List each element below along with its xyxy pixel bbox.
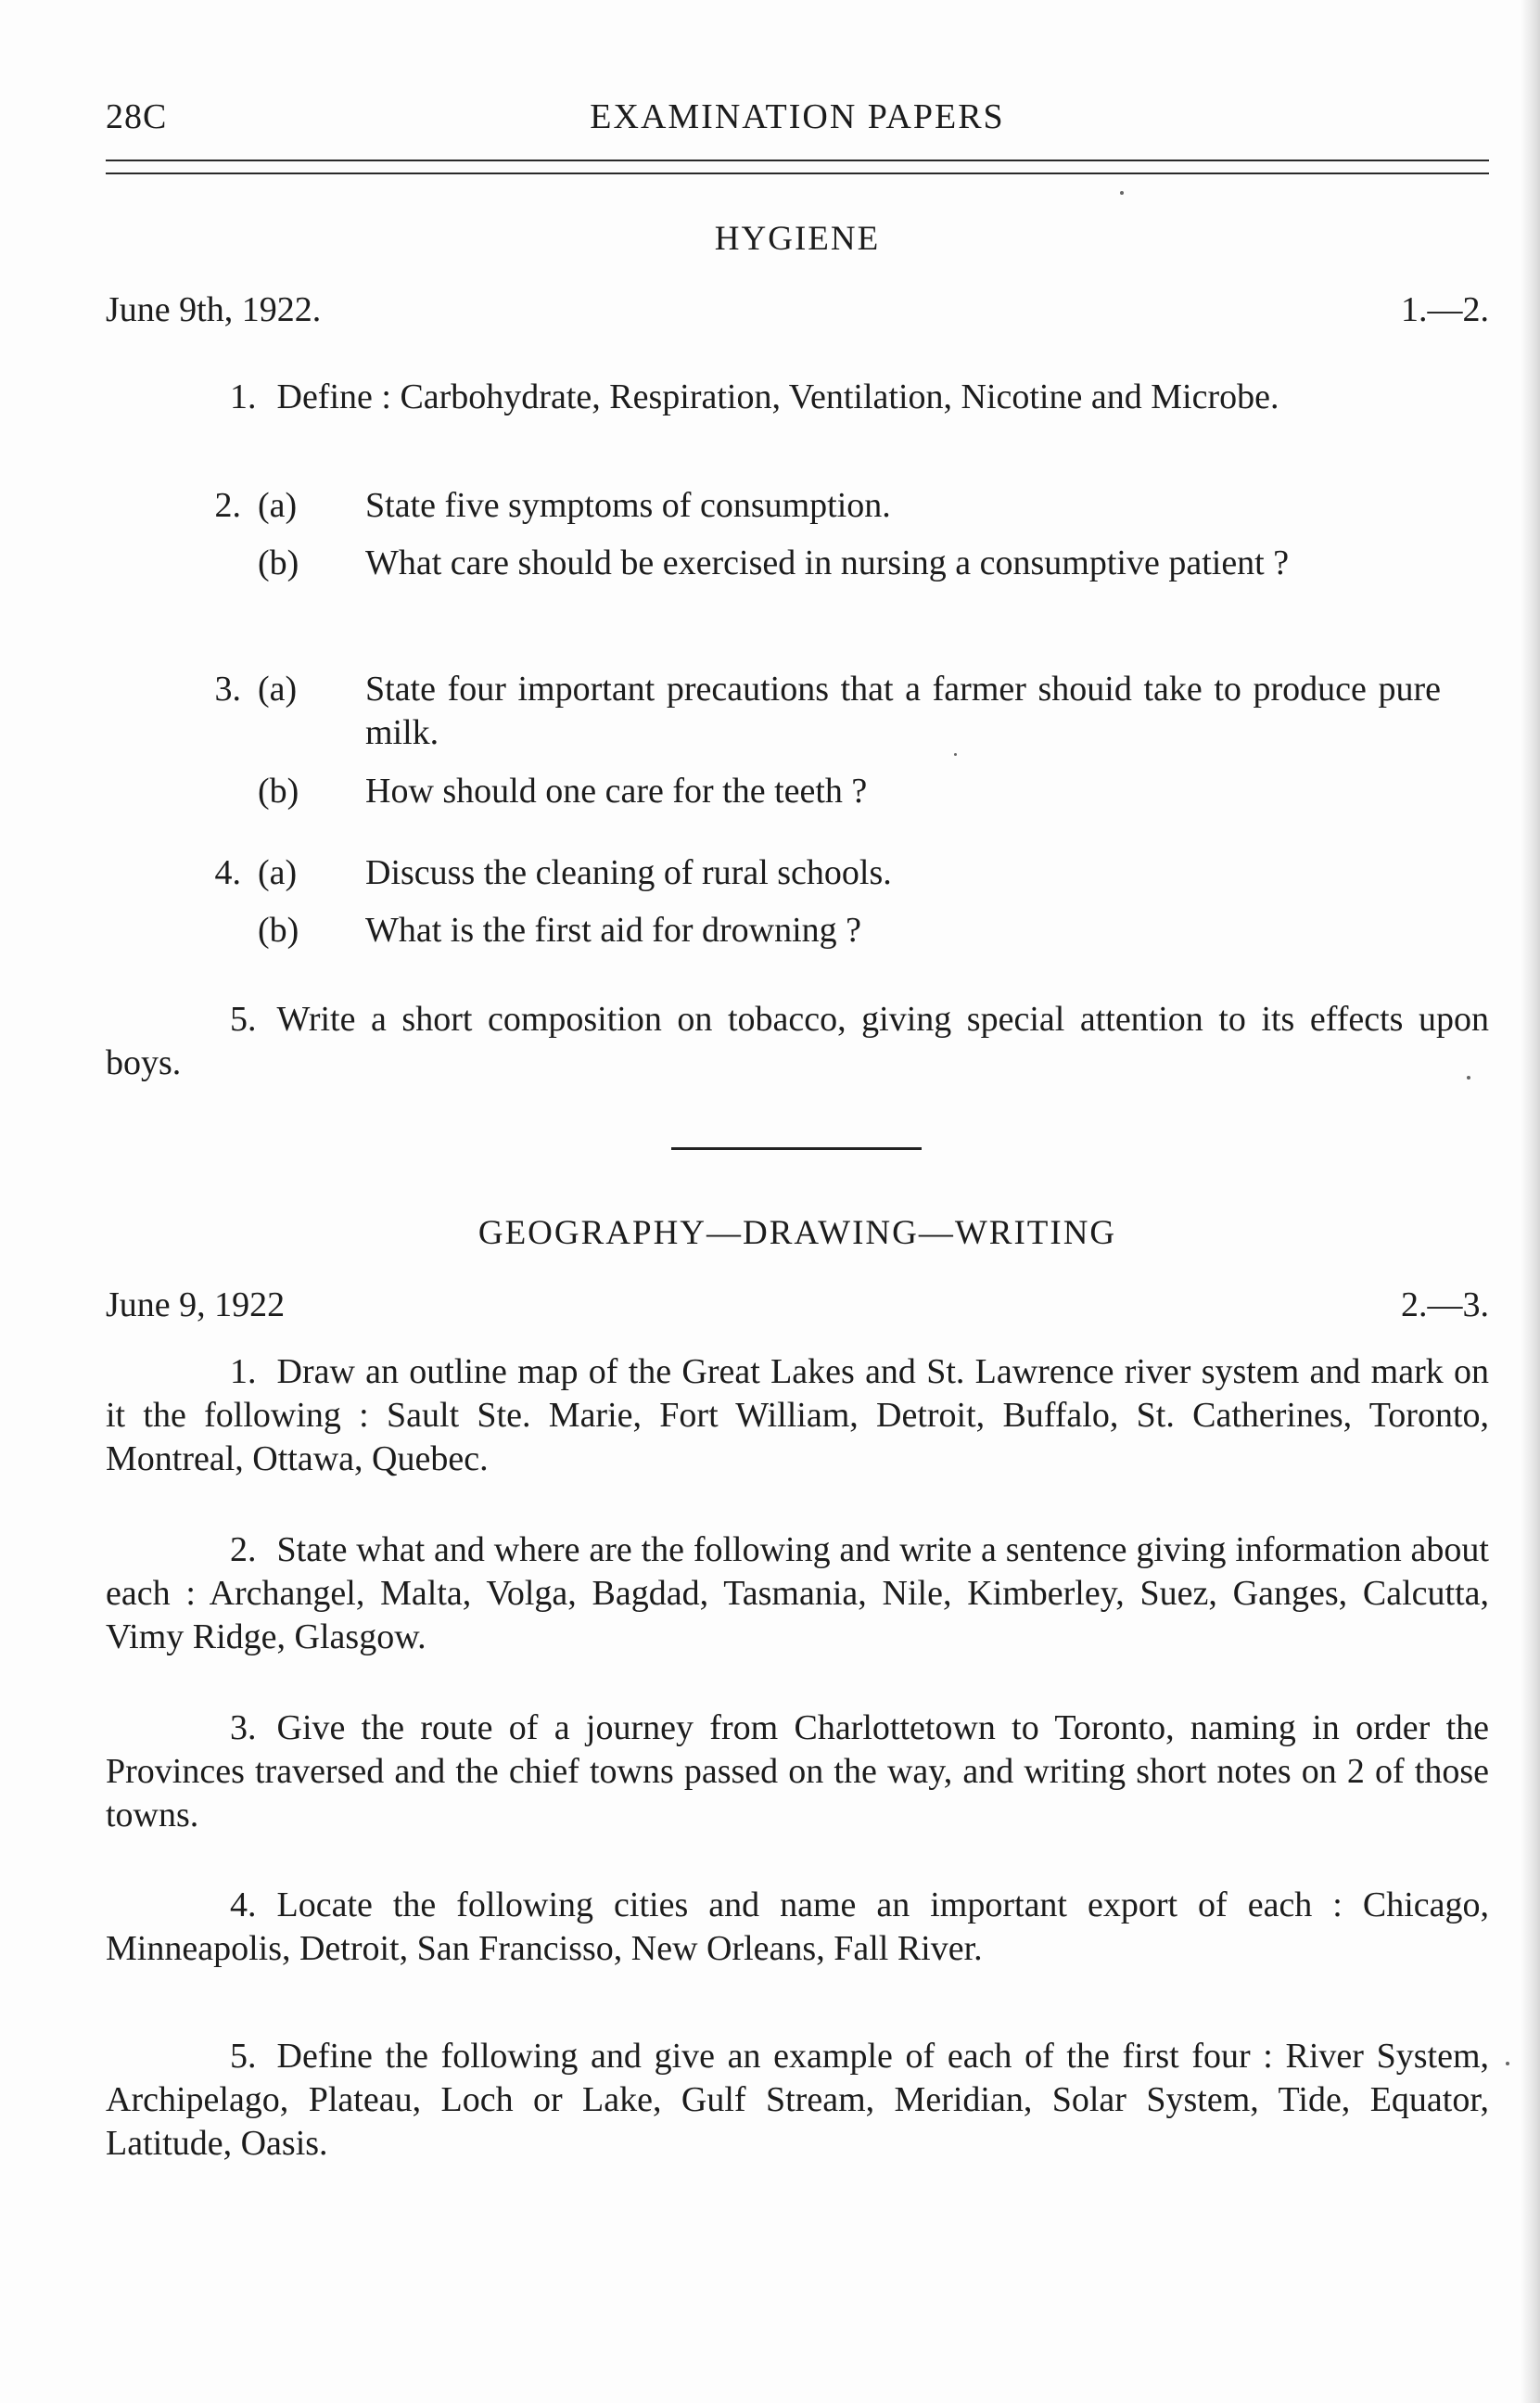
page-edge-shadow xyxy=(1520,0,1540,2403)
question-text: Define : Carbohydrate, Respiration, Ventilation, Nicotine and Microbe. xyxy=(276,377,1279,416)
question-number: 4. xyxy=(214,853,241,892)
question-text: Locate the following cities and name an important export of each : Chicago, Minneapolis, Detroit, San Francisso, New Orleans, Fall River. xyxy=(106,1885,1489,1968)
scan-speck xyxy=(954,753,957,756)
question-text: What is the first aid for drowning ? xyxy=(365,911,862,950)
page-number: 28C xyxy=(106,97,168,136)
question-text: Define the following and give an example of each of the first four : River System, Archipelago, Plateau, Loch or Lake, Gulf Stream, Meridian, Solar System, Tide, Equator, Latitude, Oasis. xyxy=(106,2037,1489,2163)
part-label: (b) xyxy=(258,911,299,950)
question-number: 5. xyxy=(230,1000,257,1039)
scan-speck xyxy=(1120,191,1124,195)
question-text: State four important precautions that a farmer shouid take to produce pure milk. xyxy=(365,670,1441,752)
scan-speck xyxy=(1506,2062,1509,2065)
part-label: (b) xyxy=(258,772,299,811)
question-text: State five symptoms of consumption. xyxy=(365,486,891,525)
grade-code: 1.—2. xyxy=(1401,290,1489,329)
hygiene-question-3a xyxy=(185,668,1489,757)
question-text: Discuss the cleaning of rural schools. xyxy=(365,853,892,892)
hygiene-question-4a xyxy=(185,851,1489,898)
hygiene-question-1 xyxy=(106,376,1489,419)
question-number: 1. xyxy=(230,377,257,416)
hygiene-question-4b xyxy=(185,909,1489,955)
question-text: Draw an outline map of the Great Lakes and St. Lawrence river system and mark on it the following : Sault Ste. Marie, Fort William, Detroit, Buffalo, St. Catherines, Toronto, Montreal, Ottawa, Quebec. xyxy=(106,1352,1489,1478)
header-double-rule xyxy=(106,160,1489,174)
question-number: 3. xyxy=(214,670,241,709)
question-text: Write a short composition on tobacco, giving special attention to its effects upon boys. xyxy=(106,1000,1489,1082)
question-number: 1. xyxy=(230,1352,257,1391)
geography-dateline xyxy=(106,1285,1489,1329)
geography-question-5 xyxy=(106,2035,1489,2166)
grade-code: 2.—3. xyxy=(1401,1285,1489,1324)
section-divider xyxy=(671,1147,922,1150)
part-label: (a) xyxy=(258,670,298,709)
question-number: 4. xyxy=(230,1885,257,1924)
hygiene-dateline xyxy=(106,289,1489,334)
part-label: (a) xyxy=(258,486,298,525)
scan-speck xyxy=(1467,1076,1470,1080)
running-header xyxy=(106,96,1489,143)
question-number: 5. xyxy=(230,2037,257,2076)
part-label: (a) xyxy=(258,853,298,892)
question-number: 2. xyxy=(230,1530,257,1569)
geography-question-1 xyxy=(106,1350,1489,1481)
question-number: 2. xyxy=(214,486,241,525)
hygiene-question-3b xyxy=(185,770,1489,816)
question-text: What care should be exercised in nursing a consumptive patient ? xyxy=(365,543,1290,582)
geography-question-2 xyxy=(106,1528,1489,1659)
question-text: State what and where are the following and write a sentence giving information about each : Archangel, Malta, Volga, Bagdad, Tasmania, Nile, Kimberley, Suez, Ganges, Calcutta, Vimy Ridge, Glasgow. xyxy=(106,1530,1489,1656)
running-title: EXAMINATION PAPERS xyxy=(590,97,1005,136)
question-text: Give the route of a journey from Charlottetown to Toronto, naming in order the Provinces traversed and the chief towns passed on the way, and writing short notes on 2 of those towns. xyxy=(106,1708,1489,1834)
section-title-geography: GEOGRAPHY—DRAWING—WRITING xyxy=(477,1214,1117,1252)
geography-question-4 xyxy=(106,1884,1489,1971)
part-label: (b) xyxy=(258,543,299,582)
section-title-hygiene: HYGIENE xyxy=(714,220,881,258)
exam-date: June 9th, 1922. xyxy=(106,290,322,329)
hygiene-question-2a xyxy=(185,484,1489,530)
question-number: 3. xyxy=(230,1708,257,1747)
geography-question-3 xyxy=(106,1706,1489,1837)
question-text: How should one care for the teeth ? xyxy=(365,772,868,811)
hygiene-question-2b xyxy=(185,542,1489,631)
hygiene-question-5 xyxy=(106,998,1489,1085)
exam-date: June 9, 1922 xyxy=(106,1285,286,1324)
